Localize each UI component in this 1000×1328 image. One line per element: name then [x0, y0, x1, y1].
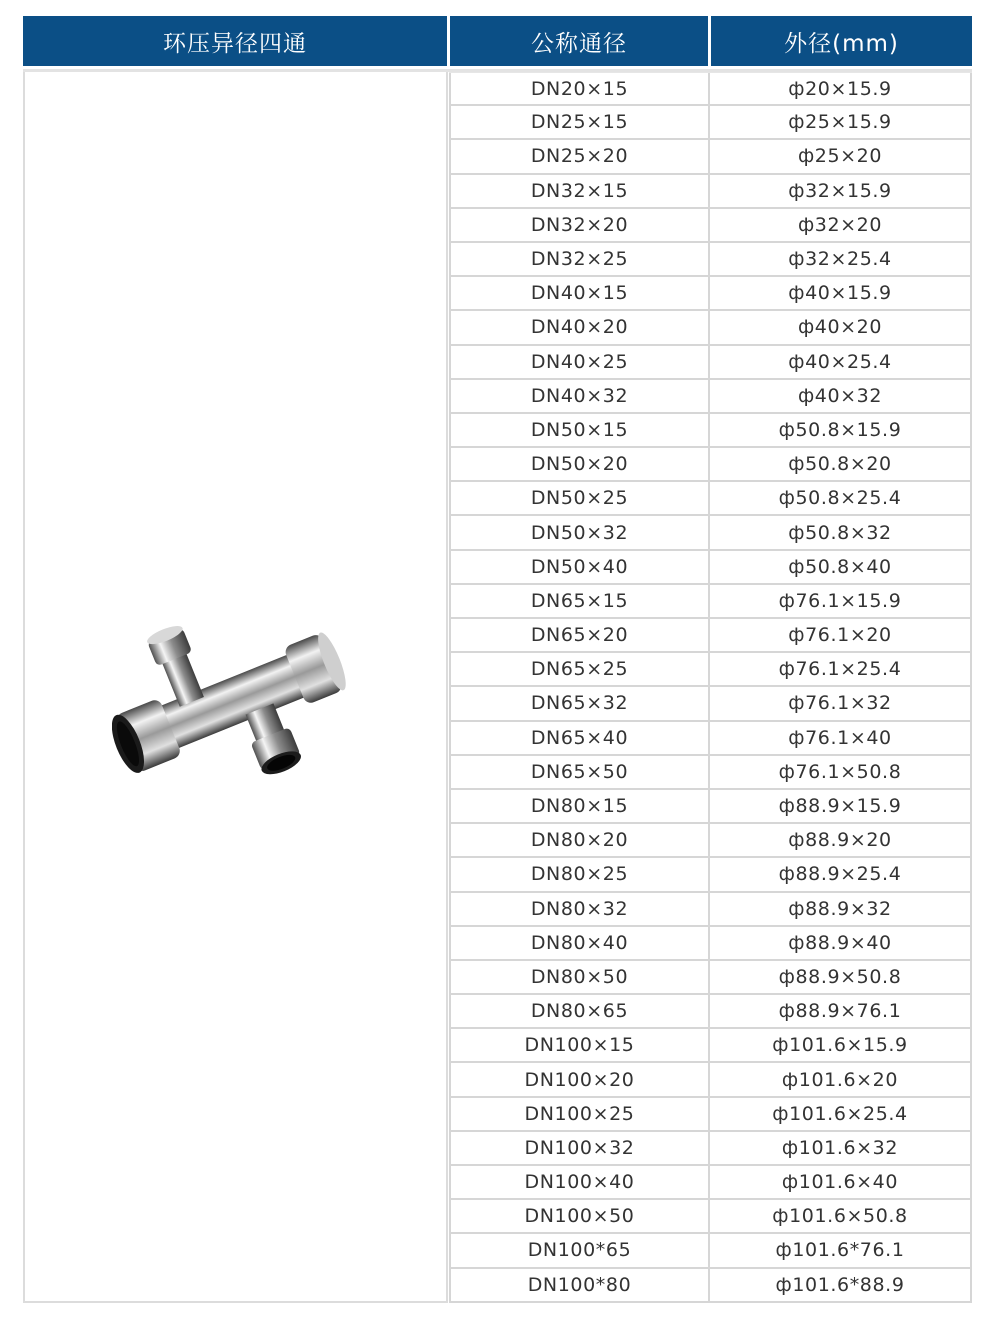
nominal-diameter-cell: DN100×32 [449, 1132, 710, 1164]
outer-diameter-cell: ф40×32 [710, 380, 972, 412]
nominal-diameter-cell: DN100×50 [449, 1200, 710, 1232]
table-row [449, 824, 972, 858]
outer-diameter-cell: ф76.1×25.4 [710, 653, 972, 685]
outer-diameter-cell: ф101.6×20 [710, 1063, 972, 1095]
table-row [449, 243, 972, 277]
nominal-diameter-cell: DN40×15 [449, 277, 710, 309]
outer-diameter-cell: ф40×20 [710, 311, 972, 343]
nominal-diameter-cell: DN65×50 [449, 756, 710, 788]
outer-diameter-cell: ф40×15.9 [710, 277, 972, 309]
table-row [449, 687, 972, 721]
nominal-diameter-cell: DN40×32 [449, 380, 710, 412]
outer-diameter-cell: ф101.6×40 [710, 1166, 972, 1198]
outer-diameter-cell: ф101.6×50.8 [710, 1200, 972, 1232]
nominal-diameter-cell: DN20×15 [449, 73, 710, 104]
table-row [449, 414, 972, 448]
nominal-diameter-cell: DN25×20 [449, 140, 710, 172]
table-row [449, 482, 972, 516]
header-product-name: 环压异径四通 [23, 16, 447, 66]
outer-diameter-cell: ф76.1×32 [710, 687, 972, 719]
table-row [449, 1132, 972, 1166]
table-row [449, 1166, 972, 1200]
table-row [449, 619, 972, 653]
table-row [449, 277, 972, 311]
nominal-diameter-cell: DN40×20 [449, 311, 710, 343]
nominal-diameter-cell: DN65×15 [449, 585, 710, 617]
nominal-diameter-cell: DN50×40 [449, 551, 710, 583]
nominal-diameter-cell: DN80×15 [449, 790, 710, 822]
outer-diameter-cell: ф32×25.4 [710, 243, 972, 275]
outer-diameter-cell: ф76.1×15.9 [710, 585, 972, 617]
table-row [449, 346, 972, 380]
nominal-diameter-cell: DN100×15 [449, 1029, 710, 1061]
table-row [449, 209, 972, 243]
nominal-diameter-cell: DN80×65 [449, 995, 710, 1027]
nominal-diameter-cell: DN100*80 [449, 1269, 710, 1301]
nominal-diameter-cell: DN100×25 [449, 1098, 710, 1130]
header-outer-diameter: 外径(mm) [711, 16, 972, 66]
nominal-diameter-cell: DN80×25 [449, 858, 710, 890]
outer-diameter-cell: ф76.1×40 [710, 722, 972, 754]
nominal-diameter-cell: DN32×15 [449, 175, 710, 207]
table-row [449, 858, 972, 892]
outer-diameter-cell: ф50.8×32 [710, 516, 972, 548]
nominal-diameter-cell: DN100*65 [449, 1234, 710, 1266]
table-row [449, 380, 972, 414]
table-row [449, 1269, 972, 1303]
table-row [449, 551, 972, 585]
table-row [449, 790, 972, 824]
nominal-diameter-cell: DN25×15 [449, 106, 710, 138]
nominal-diameter-cell: DN50×20 [449, 448, 710, 480]
outer-diameter-cell: ф88.9×50.8 [710, 961, 972, 993]
table-row [449, 927, 972, 961]
table-row [449, 961, 972, 995]
outer-diameter-cell: ф32×15.9 [710, 175, 972, 207]
outer-diameter-cell: ф50.8×15.9 [710, 414, 972, 446]
table-row [449, 995, 972, 1029]
table-row [449, 1234, 972, 1268]
outer-diameter-cell: ф50.8×40 [710, 551, 972, 583]
header-nominal-diameter: 公称通径 [450, 16, 708, 66]
reducing-cross-fitting-image [112, 608, 347, 788]
nominal-diameter-cell: DN65×25 [449, 653, 710, 685]
outer-diameter-cell: ф88.9×40 [710, 927, 972, 959]
table-row [449, 311, 972, 345]
nominal-diameter-cell: DN65×32 [449, 687, 710, 719]
nominal-diameter-cell: DN65×20 [449, 619, 710, 651]
table-row [449, 1063, 972, 1097]
nominal-diameter-cell: DN40×25 [449, 346, 710, 378]
table-row [449, 106, 972, 140]
outer-diameter-cell: ф88.9×32 [710, 893, 972, 925]
table-row [449, 653, 972, 687]
nominal-diameter-cell: DN80×50 [449, 961, 710, 993]
outer-diameter-cell: ф50.8×20 [710, 448, 972, 480]
table-row [449, 1098, 972, 1132]
table-row [449, 585, 972, 619]
outer-diameter-cell: ф76.1×50.8 [710, 756, 972, 788]
nominal-diameter-cell: DN32×20 [449, 209, 710, 241]
nominal-diameter-cell: DN50×25 [449, 482, 710, 514]
outer-diameter-cell: ф25×15.9 [710, 106, 972, 138]
spec-table [449, 72, 972, 1303]
outer-diameter-cell: ф40×25.4 [710, 346, 972, 378]
table-row [449, 893, 972, 927]
table-row [449, 140, 972, 174]
outer-diameter-cell: ф88.9×25.4 [710, 858, 972, 890]
nominal-diameter-cell: DN65×40 [449, 722, 710, 754]
outer-diameter-cell: ф101.6×32 [710, 1132, 972, 1164]
table-row [449, 72, 972, 106]
outer-diameter-cell: ф88.9×20 [710, 824, 972, 856]
nominal-diameter-cell: DN80×20 [449, 824, 710, 856]
outer-diameter-cell: ф50.8×25.4 [710, 482, 972, 514]
nominal-diameter-cell: DN50×15 [449, 414, 710, 446]
nominal-diameter-cell: DN32×25 [449, 243, 710, 275]
outer-diameter-cell: ф20×15.9 [710, 73, 972, 104]
nominal-diameter-cell: DN100×40 [449, 1166, 710, 1198]
outer-diameter-cell: ф101.6*76.1 [710, 1234, 972, 1266]
outer-diameter-cell: ф101.6×25.4 [710, 1098, 972, 1130]
table-row [449, 1029, 972, 1063]
outer-diameter-cell: ф88.9×76.1 [710, 995, 972, 1027]
outer-diameter-cell: ф32×20 [710, 209, 972, 241]
table-row [449, 756, 972, 790]
nominal-diameter-cell: DN100×20 [449, 1063, 710, 1095]
table-row [449, 448, 972, 482]
nominal-diameter-cell: DN80×32 [449, 893, 710, 925]
outer-diameter-cell: ф101.6×15.9 [710, 1029, 972, 1061]
outer-diameter-cell: ф101.6*88.9 [710, 1269, 972, 1301]
outer-diameter-cell: ф76.1×20 [710, 619, 972, 651]
table-row [449, 516, 972, 550]
outer-diameter-cell: ф88.9×15.9 [710, 790, 972, 822]
table-row [449, 175, 972, 209]
table-row [449, 1200, 972, 1234]
nominal-diameter-cell: DN50×32 [449, 516, 710, 548]
nominal-diameter-cell: DN80×40 [449, 927, 710, 959]
outer-diameter-cell: ф25×20 [710, 140, 972, 172]
table-row [449, 722, 972, 756]
